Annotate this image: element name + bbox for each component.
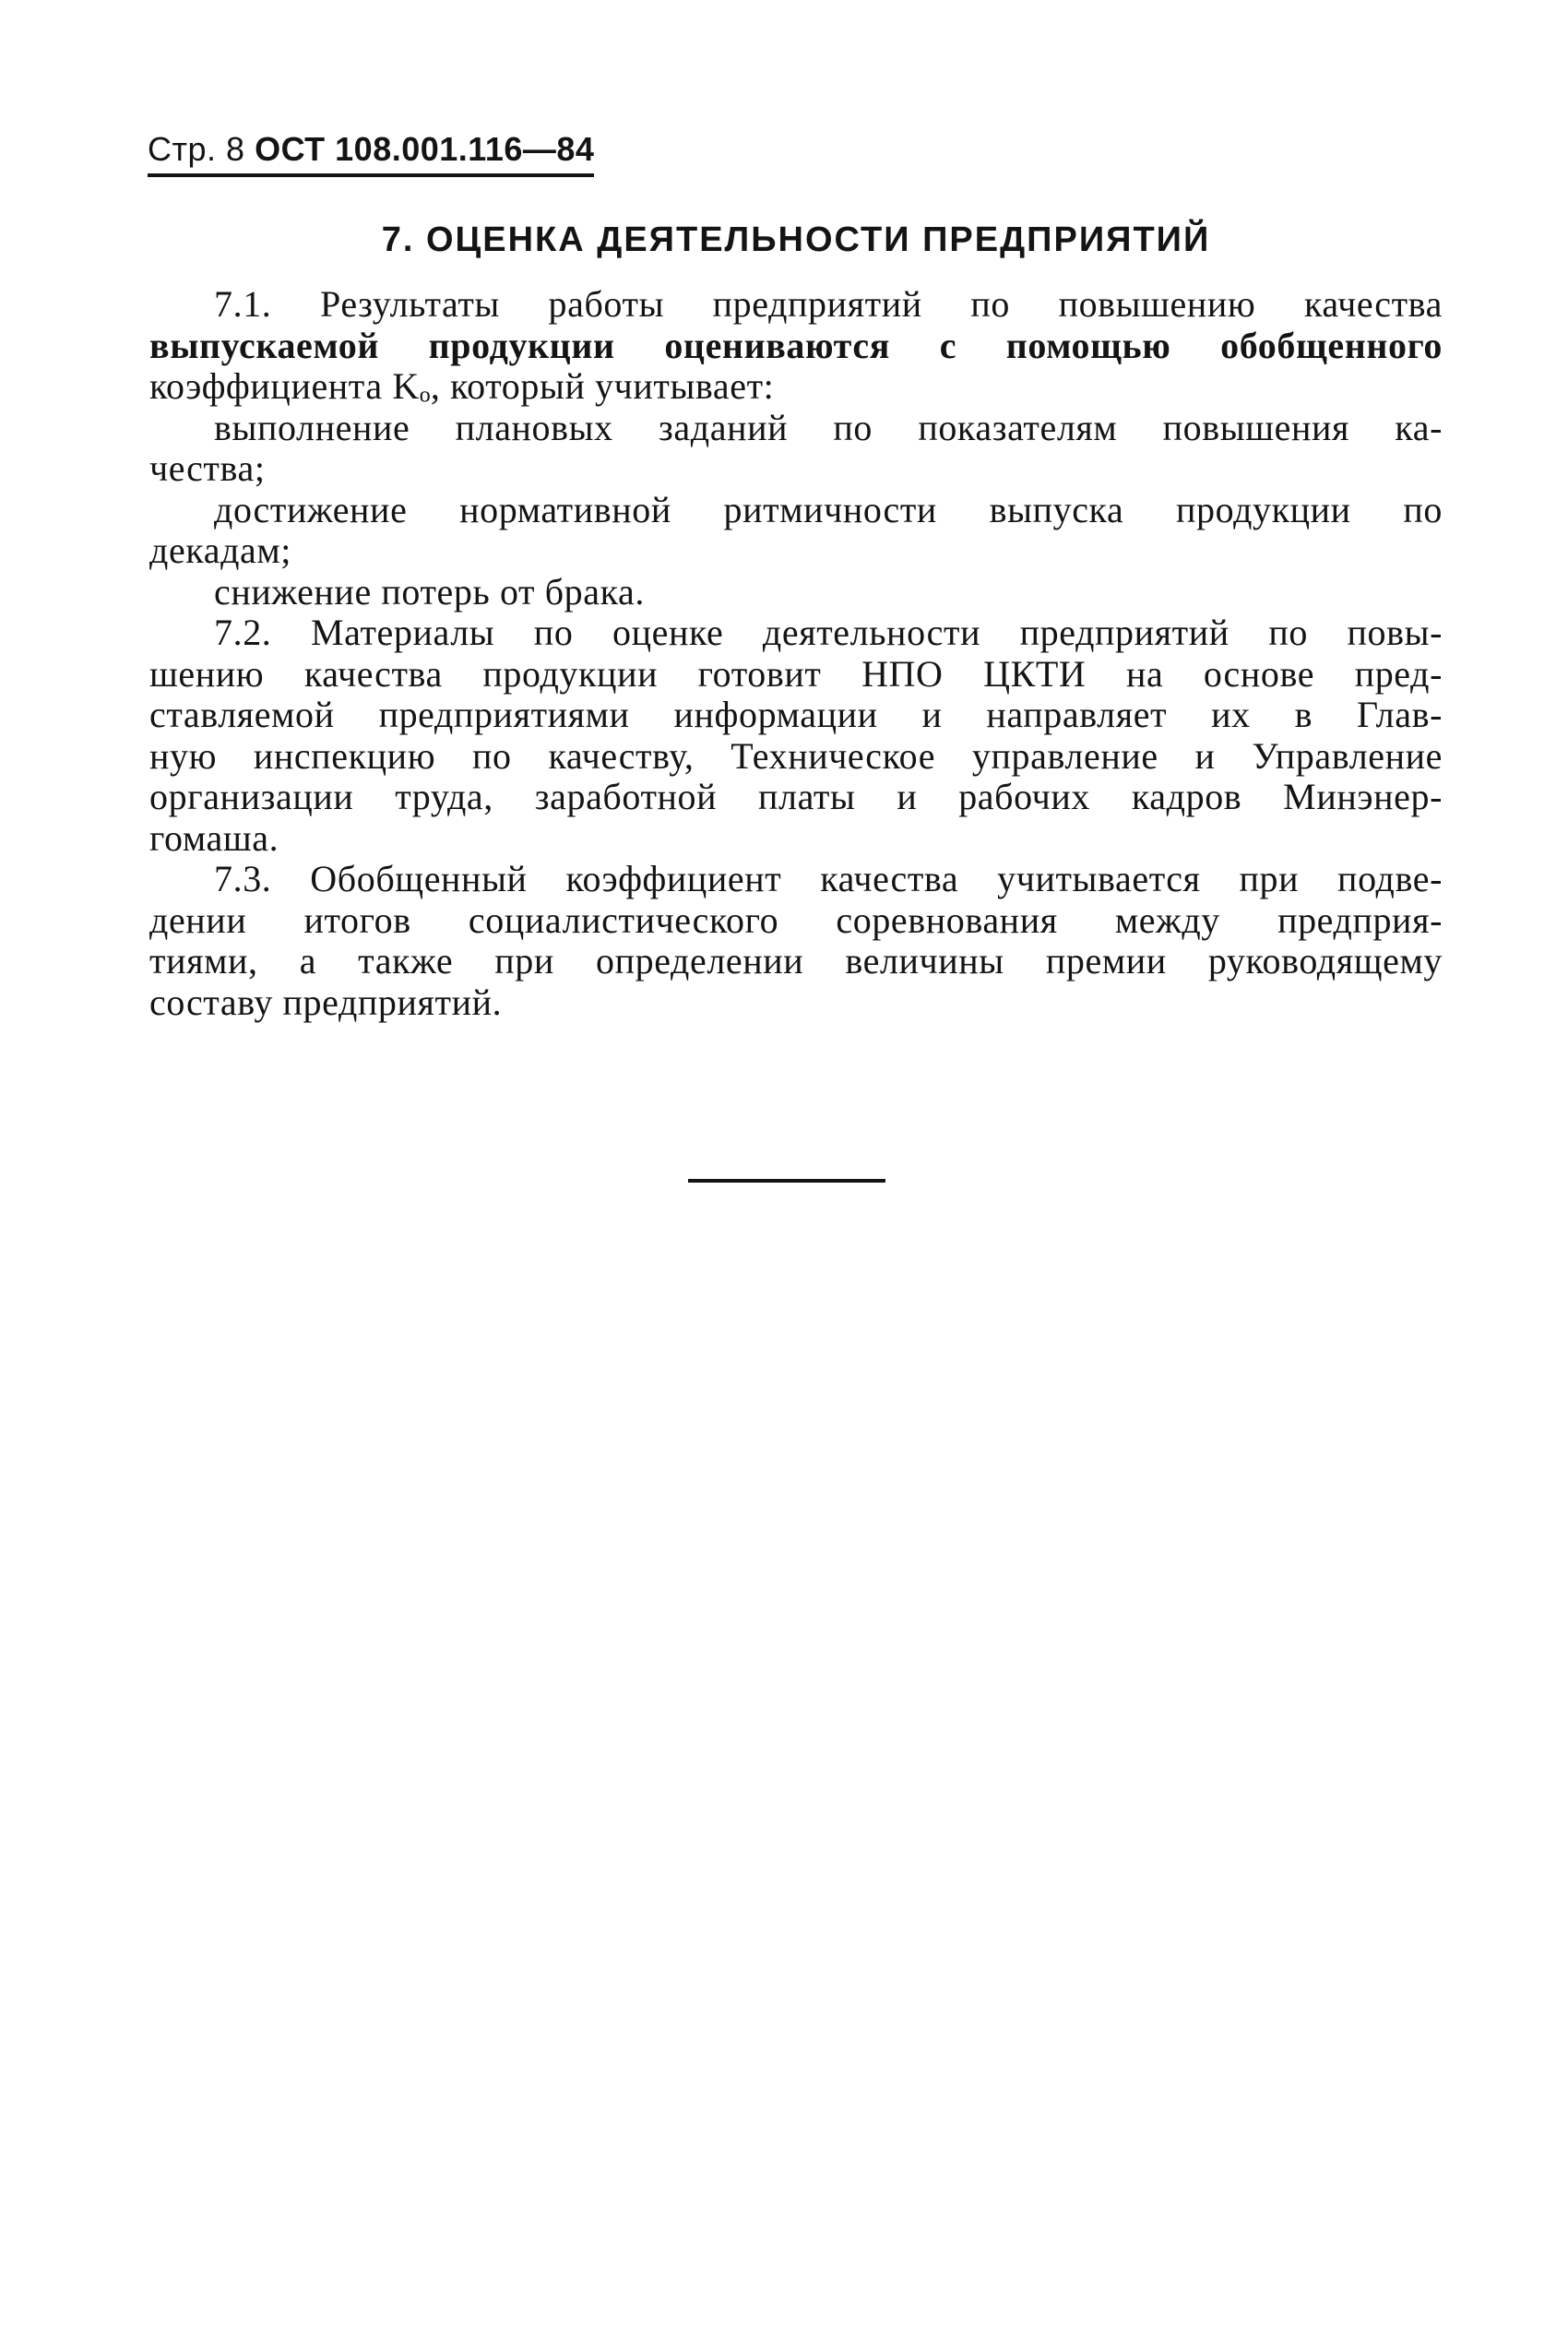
paragraph-7-2-line: организации труда, заработной платы и рабочих кадров Минэнер- [149,776,1443,817]
standard-code: ОСТ 108.001.116—84 [255,130,595,168]
body-text [149,284,1443,1023]
page-number-label: Стр. 8 [148,130,245,168]
list-item-rhythm-line: достижение нормативной ритмичности выпуска продукции по [214,488,1443,530]
list-item-plan-line: чества; [149,447,266,489]
paragraph-7-3-line: 7.3. Обобщенный коэффициент качества учитывается при подве- [214,858,1443,899]
paragraph-7-2-line: ставляемой предприятиями информации и направляет их в Глав- [149,694,1443,735]
end-of-section-rule [688,1179,885,1183]
paragraph-7-1-line: выпускаемой продукции оцениваются с помощью обобщенного [149,324,1443,366]
list-item-plan-line: выполнение плановых заданий по показателям повышения ка- [214,406,1443,448]
list-item-rhythm-line: декадам; [149,529,292,571]
header-underline [148,173,594,177]
paragraph-7-3-line: дении итогов социалистического соревнования между предприя- [149,898,1443,941]
paragraph-7-2-line: шению качества продукции готовит НПО ЦКТИ на основе пред- [149,652,1443,695]
paragraph-7-3-line: тиями, а также при определении величины премии руководящему [149,940,1443,982]
paragraph-7-1-line: коэффициента Kₒ, который учитывает: [149,365,775,407]
section-title: 7. ОЦЕНКА ДЕЯТЕЛЬНОСТИ ПРЕДПРИЯТИЙ [381,220,1211,259]
page-header [148,129,595,170]
list-item-losses-line: снижение потерь от брака. [214,570,645,613]
paragraph-7-3-line: составу предприятий. [149,981,503,1023]
paragraph-7-2-line: 7.2. Материалы по оценке деятельности предприятий по повы- [214,612,1443,653]
paragraph-7-2-line: ную инспекцию по качеству, Техническое управление и Управление [149,734,1443,777]
paragraph-7-1-line: 7.1. Результаты работы предприятий по повышению качества [214,283,1443,325]
paragraph-7-2-line: гомаша. [149,816,279,859]
